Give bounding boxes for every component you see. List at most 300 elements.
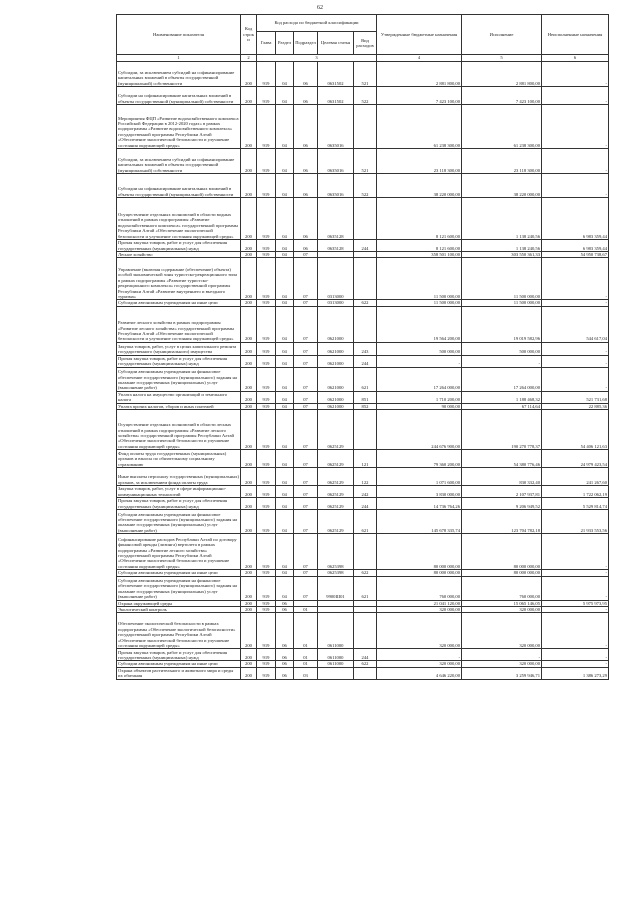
row-approved: 2 881 800,00 (377, 62, 462, 87)
row-approved: 1 710 200,00 (377, 391, 462, 403)
row-unexecuted: 1 386 273,29 (542, 667, 609, 679)
table-row (117, 105, 609, 149)
row-executed: 830 332,40 (462, 468, 542, 486)
row-target: 0621000 (318, 342, 354, 355)
row-line-code: 200 (241, 258, 257, 300)
row-approved: 79 360 200,00 (377, 450, 462, 468)
row-approved: 145 678 335,74 (377, 510, 462, 534)
table-row (117, 468, 609, 486)
header-unexecuted: Неисполненные назначения (542, 15, 609, 55)
row-line-code: 200 (241, 498, 257, 510)
row-line-code: 200 (241, 667, 257, 679)
row-podrazdel: 01 (294, 613, 318, 649)
row-glava: 919 (257, 607, 276, 613)
row-expense-type: 522 (354, 87, 377, 105)
header-executed: Исполнение (462, 15, 542, 55)
row-razdel: 04 (276, 450, 294, 468)
row-razdel: 06 (276, 600, 294, 606)
row-executed: 1 138 240,56 (462, 198, 542, 240)
row-unexecuted: - (542, 649, 609, 661)
row-podrazdel: 06 (294, 87, 318, 105)
row-line-code: 200 (241, 300, 257, 306)
row-line-code: 200 (241, 62, 257, 87)
row-unexecuted: - (542, 355, 609, 367)
row-expense-type: 521 (354, 149, 377, 174)
row-target: 0621000 (318, 306, 354, 342)
row-executed: 1 188 468,32 (462, 391, 542, 403)
row-name: Прочая закупка товаров, работ и услуг для обеспечения государственных (муниципальных) нужд (117, 240, 241, 252)
row-executed: 123 704 782,18 (462, 510, 542, 534)
row-podrazdel: 07 (294, 258, 318, 300)
row-unexecuted: - (542, 613, 609, 649)
row-glava: 919 (257, 367, 276, 391)
row-razdel: 04 (276, 240, 294, 252)
row-line-code: 200 (241, 510, 257, 534)
row-expense-type: 852 (354, 403, 377, 409)
row-podrazdel: 06 (294, 174, 318, 198)
row-expense-type: 522 (354, 174, 377, 198)
row-unexecuted: - (542, 62, 609, 87)
row-name: Лесное хозяйство (117, 252, 241, 258)
row-approved: 8 121 600,00 (377, 240, 462, 252)
row-name: Экологический контроль (117, 607, 241, 613)
row-target: 0631502 (318, 62, 354, 87)
row-name: Субсидии, за исключением субсидий на софинансирование капитальных вложений в объекты государственной (муниципальной) собственности (117, 149, 241, 174)
row-glava: 919 (257, 486, 276, 498)
table-row (117, 649, 609, 661)
row-expense-type: 621 (354, 367, 377, 391)
row-glava: 919 (257, 498, 276, 510)
table-row (117, 667, 609, 679)
row-target: 0635128 (318, 198, 354, 240)
row-razdel: 04 (276, 198, 294, 240)
header-line-code: Код строки (241, 15, 257, 55)
row-glava: 919 (257, 62, 276, 87)
row-glava: 919 (257, 87, 276, 105)
row-razdel: 04 (276, 498, 294, 510)
row-podrazdel: 07 (294, 355, 318, 367)
row-unexecuted: - (542, 367, 609, 391)
row-unexecuted: - (542, 174, 609, 198)
row-target: 0625129 (318, 450, 354, 468)
row-razdel: 04 (276, 105, 294, 149)
row-executed: 19 019 582,96 (462, 306, 542, 342)
row-glava: 919 (257, 510, 276, 534)
row-approved: 320 000,00 (377, 661, 462, 667)
row-approved: 80 000 000,00 (377, 570, 462, 576)
row-line-code: 200 (241, 576, 257, 600)
row-expense-type: 122 (354, 468, 377, 486)
row-podrazdel: 07 (294, 367, 318, 391)
row-podrazdel: 07 (294, 450, 318, 468)
table-row (117, 410, 609, 450)
index-cell: 5 (462, 55, 542, 62)
table-row (117, 486, 609, 498)
row-expense-type: 621 (354, 576, 377, 600)
header-row-top (117, 15, 609, 32)
row-name: Развитие лесного хозяйства в рамках подпрограммы «Развитие лесного хозяйства» государственной программы Республики Алтай «Обеспечение экологической безопасности и улучшение состояния окружающей среды» (117, 306, 241, 342)
index-cell: 1 (117, 55, 241, 62)
row-executed: 2 107 937,81 (462, 486, 542, 498)
row-razdel: 04 (276, 367, 294, 391)
table-row (117, 62, 609, 87)
row-glava: 919 (257, 450, 276, 468)
row-name: Обеспечение экологической безопасности в рамках подпрограммы «Обеспечение экологической безопасности» государственной программы Республики Алтай «Обеспечение экологической безопасности и улучшение состояния окружающей среды» (117, 613, 241, 649)
row-approved: 19 564 200,00 (377, 306, 462, 342)
row-expense-type (354, 306, 377, 342)
row-expense-type: 242 (354, 486, 377, 498)
row-line-code: 200 (241, 391, 257, 403)
header-glava: Глава (257, 32, 276, 55)
row-podrazdel: 06 (294, 105, 318, 149)
row-name: Прочая закупка товаров, работ и услуг для обеспечения государственных (муниципальных) нужд (117, 498, 241, 510)
row-approved: 90 000,00 (377, 403, 462, 409)
row-name: Субсидии автономным учреждениям на иные цели (117, 661, 241, 667)
row-expense-type (354, 258, 377, 300)
row-podrazdel: 01 (294, 649, 318, 661)
row-razdel: 04 (276, 62, 294, 87)
row-approved: 11 500 000,00 (377, 258, 462, 300)
row-glava: 919 (257, 198, 276, 240)
row-expense-type: 243 (354, 342, 377, 355)
row-expense-type (354, 105, 377, 149)
row-approved: 21 041 120,00 (377, 600, 462, 606)
row-expense-type: 121 (354, 450, 377, 468)
row-line-code: 200 (241, 306, 257, 342)
row-target: 0313000 (318, 258, 354, 300)
row-podrazdel: 06 (294, 62, 318, 87)
row-name: Иные выплаты персоналу государственных (муниципальных) органов, за исключением фонда оплаты труда (117, 468, 241, 486)
row-razdel: 04 (276, 570, 294, 576)
row-razdel: 04 (276, 258, 294, 300)
table-row (117, 149, 609, 174)
row-glava: 919 (257, 649, 276, 661)
row-approved: 320 000,00 (377, 613, 462, 649)
row-line-code: 200 (241, 149, 257, 174)
row-executed: 320 000,00 (462, 613, 542, 649)
row-unexecuted: 5 975 973,95 (542, 600, 609, 606)
row-executed: 7 423 100,00 (462, 87, 542, 105)
row-unexecuted: 6 983 359,44 (542, 198, 609, 240)
header-approved: Утвержденные бюджетные назначения (377, 15, 462, 55)
table-row (117, 367, 609, 391)
table-row (117, 391, 609, 403)
row-target: 0313000 (318, 300, 354, 306)
row-line-code: 200 (241, 174, 257, 198)
budget-execution-table (116, 14, 609, 680)
table-row (117, 661, 609, 667)
row-name: Прочая закупка товаров, работ и услуг для обеспечения государственных (муниципальных) нужд (117, 649, 241, 661)
row-executed: 54 380 776,46 (462, 450, 542, 468)
row-executed: 303 550 361,33 (462, 252, 542, 258)
row-approved: 23 118 300,00 (377, 149, 462, 174)
row-target: 0625129 (318, 510, 354, 534)
row-podrazdel: 07 (294, 410, 318, 450)
row-name: Софинансирование расходов Республики Алтай по договору финансовой аренды (лизинга) вертолета в рамках подпрограммы «Развитие лесного хозяйства» государственной программы Республики Алтай «Обеспечение экологической безопасности и улучшение состояния окружающей среды» (117, 534, 241, 570)
row-approved: 760 000,00 (377, 576, 462, 600)
row-target: 0625398 (318, 534, 354, 570)
row-line-code: 200 (241, 468, 257, 486)
row-approved: 7 423 100,00 (377, 87, 462, 105)
row-glava: 919 (257, 258, 276, 300)
table-row (117, 613, 609, 649)
row-approved: 3 830 000,00 (377, 486, 462, 498)
row-target (318, 667, 354, 679)
row-target: 0635016 (318, 174, 354, 198)
row-podrazdel: 07 (294, 342, 318, 355)
index-cell: 3 (257, 55, 377, 62)
row-name: Прочая закупка товаров, работ и услуг для обеспечения государственных (муниципальных) нужд (117, 355, 241, 367)
row-podrazdel: 07 (294, 468, 318, 486)
row-unexecuted: 54 950 738,67 (542, 252, 609, 258)
table-row (117, 342, 609, 355)
row-podrazdel: 01 (294, 607, 318, 613)
row-podrazdel: 07 (294, 534, 318, 570)
row-approved: 244 676 900,00 (377, 410, 462, 450)
row-executed: 23 118 300,00 (462, 149, 542, 174)
index-cell: 4 (377, 55, 462, 62)
row-name: Осуществление отдельных полномочий в области водных отношений в рамках подпрограммы «Развитие водохозяйственного комплекса» государственной программы Республики Алтай «Обеспечение экологической безопасности и улучшение состояния окружающей среды» (117, 198, 241, 240)
table-row (117, 300, 609, 306)
row-unexecuted: - (542, 258, 609, 300)
row-line-code: 200 (241, 410, 257, 450)
row-razdel: 04 (276, 342, 294, 355)
row-target: 0631502 (318, 87, 354, 105)
row-glava: 919 (257, 661, 276, 667)
row-name: Уплата налога на имущество организаций и земельного налога (117, 391, 241, 403)
row-unexecuted: - (542, 300, 609, 306)
row-expense-type: 244 (354, 649, 377, 661)
row-line-code: 200 (241, 649, 257, 661)
row-executed: 9 206 949,52 (462, 498, 542, 510)
row-podrazdel: 07 (294, 403, 318, 409)
row-razdel: 04 (276, 174, 294, 198)
row-executed: 2 881 800,00 (462, 62, 542, 87)
row-expense-type (354, 613, 377, 649)
row-unexecuted: - (542, 534, 609, 570)
row-executed: 67 114,64 (462, 403, 542, 409)
row-line-code: 200 (241, 240, 257, 252)
row-razdel: 04 (276, 468, 294, 486)
row-approved: 4 646 220,00 (377, 667, 462, 679)
row-podrazdel: 03 (294, 667, 318, 679)
row-approved: 14 736 764,26 (377, 498, 462, 510)
row-expense-type: 521 (354, 62, 377, 87)
row-razdel: 06 (276, 607, 294, 613)
row-unexecuted: 22 885,36 (542, 403, 609, 409)
row-target: 0621000 (318, 355, 354, 367)
table-row (117, 174, 609, 198)
row-executed: 760 000,00 (462, 576, 542, 600)
row-unexecuted: 6 983 359,44 (542, 240, 609, 252)
row-razdel: 04 (276, 355, 294, 367)
row-unexecuted: 54 406 121,63 (542, 410, 609, 450)
row-name: Закупка товаров, работ, услуг в целях капитального ремонта государственного (муниципального) имущества (117, 342, 241, 355)
table-row (117, 450, 609, 468)
row-razdel: 04 (276, 534, 294, 570)
row-glava: 919 (257, 576, 276, 600)
row-expense-type: 622 (354, 300, 377, 306)
row-glava: 919 (257, 355, 276, 367)
header-target: Целевая статья (318, 32, 354, 55)
row-executed: 190 270 778,37 (462, 410, 542, 450)
row-glava: 919 (257, 534, 276, 570)
row-unexecuted: 544 617,04 (542, 306, 609, 342)
row-approved: 500 000,00 (377, 342, 462, 355)
row-razdel: 04 (276, 391, 294, 403)
row-razdel: 04 (276, 87, 294, 105)
row-approved: 1 071 600,00 (377, 468, 462, 486)
row-glava: 919 (257, 391, 276, 403)
table-row (117, 498, 609, 510)
table-row (117, 403, 609, 409)
table-row (117, 240, 609, 252)
row-unexecuted: - (542, 570, 609, 576)
row-executed: 17 264 000,00 (462, 367, 542, 391)
row-unexecuted: - (542, 342, 609, 355)
row-razdel: 04 (276, 510, 294, 534)
row-executed: 80 000 000,00 (462, 534, 542, 570)
row-unexecuted: 5 529 814,74 (542, 498, 609, 510)
row-target: 0611000 (318, 661, 354, 667)
row-target: 0621000 (318, 403, 354, 409)
row-name: Закупка товаров, работ, услуг в сфере информационно-коммуникационных технологий (117, 486, 241, 498)
row-executed: 80 000 000,00 (462, 570, 542, 576)
table-row (117, 534, 609, 570)
row-executed: 38 220 000,00 (462, 174, 542, 198)
row-executed: 3 259 946,71 (462, 667, 542, 679)
row-podrazdel: 07 (294, 391, 318, 403)
row-name: Мероприятия ФЦП «Развитие водохозяйственного комплекса Российской Федерации в 2012-2020 годах» в рамках подпрограммы «Развитие водохозяйственного комплекса» государственной программы Республики Алтай «Обеспечение экологической безопасности и улучшение состояния окружающей среды» (117, 105, 241, 149)
row-approved: 61 238 300,00 (377, 105, 462, 149)
row-executed: - (462, 355, 542, 367)
row-glava: 919 (257, 468, 276, 486)
row-name: Охрана окружающей среды (117, 600, 241, 606)
index-cell: 2 (241, 55, 257, 62)
row-line-code: 200 (241, 607, 257, 613)
row-line-code: 200 (241, 105, 257, 149)
row-glava: 919 (257, 613, 276, 649)
row-glava: 919 (257, 300, 276, 306)
row-line-code: 200 (241, 355, 257, 367)
row-glava: 919 (257, 240, 276, 252)
row-expense-type: 244 (354, 355, 377, 367)
row-podrazdel: 06 (294, 240, 318, 252)
row-unexecuted: - (542, 149, 609, 174)
row-expense-type: 621 (354, 510, 377, 534)
table-row (117, 306, 609, 342)
row-target: 0611000 (318, 613, 354, 649)
row-podrazdel: 07 (294, 510, 318, 534)
row-podrazdel: 07 (294, 576, 318, 600)
row-razdel: 04 (276, 486, 294, 498)
header-expense-type: Вид расходов (354, 32, 377, 55)
row-glava: 919 (257, 570, 276, 576)
row-unexecuted: - (542, 87, 609, 105)
row-line-code: 200 (241, 661, 257, 667)
row-target: 0625129 (318, 486, 354, 498)
table-row (117, 258, 609, 300)
row-approved: 80 000 000,00 (377, 534, 462, 570)
row-glava: 919 (257, 306, 276, 342)
row-unexecuted: - (542, 607, 609, 613)
row-approved: 11 500 000,00 (377, 300, 462, 306)
row-expense-type: 622 (354, 570, 377, 576)
row-target: 0635128 (318, 240, 354, 252)
row-expense-type (354, 410, 377, 450)
column-index-row (117, 55, 609, 62)
row-unexecuted: 24 979 423,54 (542, 450, 609, 468)
row-name: Уплата прочих налогов, сборов и иных платежей (117, 403, 241, 409)
header-razdel: Раздел (276, 32, 294, 55)
table-row (117, 355, 609, 367)
row-razdel: 04 (276, 149, 294, 174)
row-line-code: 200 (241, 367, 257, 391)
row-razdel: 06 (276, 649, 294, 661)
row-razdel: 04 (276, 410, 294, 450)
table-row (117, 87, 609, 105)
row-razdel: 04 (276, 576, 294, 600)
row-podrazdel: 07 (294, 570, 318, 576)
row-target: 0625398 (318, 570, 354, 576)
row-unexecuted: 1 722 062,19 (542, 486, 609, 498)
row-unexecuted: - (542, 661, 609, 667)
row-executed: - (462, 649, 542, 661)
row-expense-type: 244 (354, 498, 377, 510)
row-line-code: 200 (241, 613, 257, 649)
row-name: Субсидии автономным учреждениям на иные цели (117, 570, 241, 576)
row-target: 0625129 (318, 410, 354, 450)
row-podrazdel: 07 (294, 300, 318, 306)
table-row (117, 198, 609, 240)
row-executed: 15 065 146,05 (462, 600, 542, 606)
row-target: 9900Ш01 (318, 576, 354, 600)
row-podrazdel: 06 (294, 198, 318, 240)
row-name: Субсидии автономным учреждениям на иные цели (117, 300, 241, 306)
row-target: 0621000 (318, 391, 354, 403)
row-razdel: 06 (276, 661, 294, 667)
row-razdel: 04 (276, 403, 294, 409)
row-executed: 500 000,00 (462, 342, 542, 355)
row-name: Охрана объектов растительного и животного мира и среды их обитания (117, 667, 241, 679)
row-line-code: 200 (241, 450, 257, 468)
row-podrazdel: 07 (294, 252, 318, 258)
row-name: Субсидии автономным учреждениям на финансовое обеспечение государственного (муниципального) задания на оказание государственных (муниципальных) услуг (выполнение работ) (117, 576, 241, 600)
row-name: Субсидии, за исключением субсидий на софинансирование капитальных вложений в объекты государственной (муниципальной) собственности (117, 62, 241, 87)
row-line-code: 200 (241, 87, 257, 105)
table-row (117, 570, 609, 576)
row-glava: 919 (257, 600, 276, 606)
row-podrazdel: 07 (294, 498, 318, 510)
row-line-code: 200 (241, 534, 257, 570)
row-expense-type (354, 534, 377, 570)
row-approved: 17 264 000,00 (377, 367, 462, 391)
row-podrazdel: 06 (294, 149, 318, 174)
row-approved: - (377, 355, 462, 367)
row-approved: 320 000,00 (377, 607, 462, 613)
row-unexecuted: - (542, 105, 609, 149)
row-target: 0625129 (318, 468, 354, 486)
row-line-code: 200 (241, 403, 257, 409)
row-podrazdel: 07 (294, 486, 318, 498)
row-glava: 919 (257, 667, 276, 679)
row-name: Субсидии автономным учреждениям на финансовое обеспечение государственного (муниципального) задания на оказание государственных (муниципальных) услуг (выполнение работ) (117, 510, 241, 534)
row-executed: 11 500 000,00 (462, 300, 542, 306)
row-glava: 919 (257, 403, 276, 409)
row-expense-type: 851 (354, 391, 377, 403)
row-approved: 8 121 600,00 (377, 198, 462, 240)
row-executed: 320 000,00 (462, 661, 542, 667)
